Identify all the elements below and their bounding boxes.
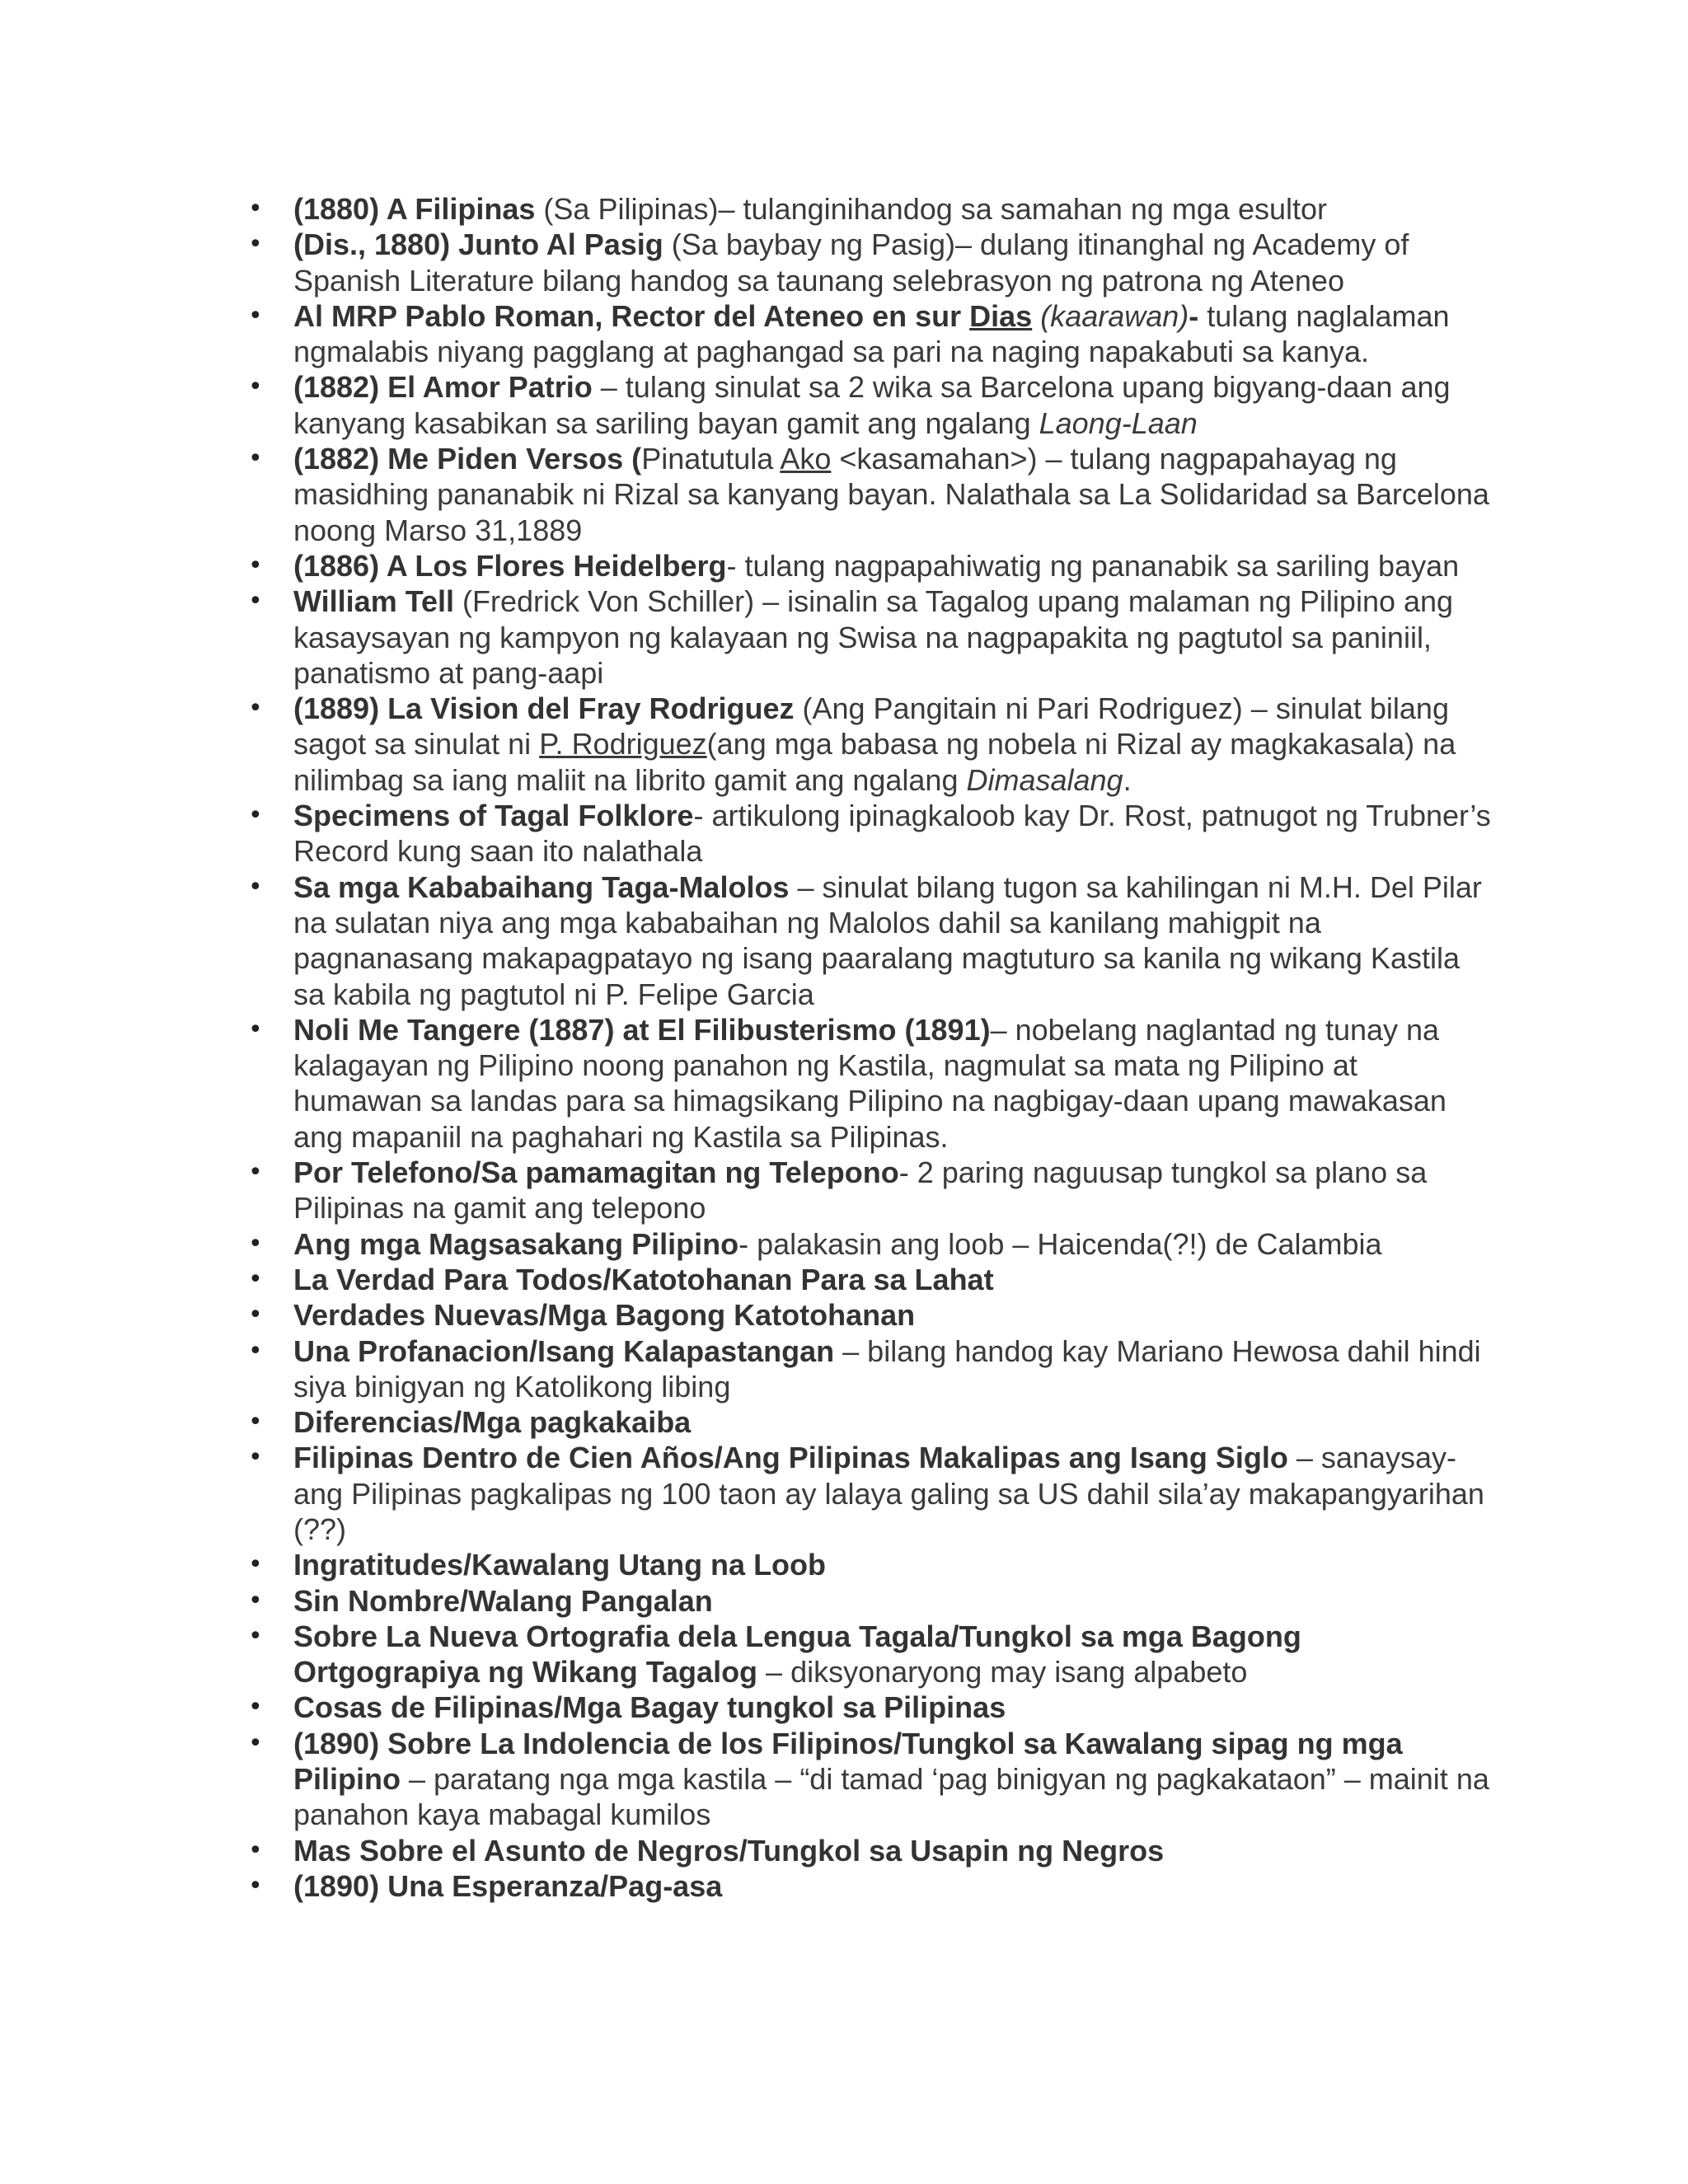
- list-item: • Ingratitudes/Kawalang Utang na Loob: [239, 1547, 1492, 1582]
- list-item: • Al MRP Pablo Roman, Rector del Ateneo en sur Dias (kaarawan)- tulang naglalaman ngmalabis niyang pagglang at paghangad sa pari na naging napakabuti sa kanya.: [239, 298, 1492, 370]
- list-item: • Sa mga Kababaihang Taga-Malolos – sinulat bilang tugon sa kahilingan ni M.H. Del Pilar na sulatan niya ang mga kababaihan ng Malolos dahil sa kanilang mahigpit na pagnanasang makapagpatayo ng isang paaralang magtuturo sa kanila ng wikang Kastila sa kabila ng pagtutol ni P. Felipe Garcia: [239, 869, 1492, 1012]
- list-item: • Ang mga Magsasakang Pilipino- palakasin ang loob – Haicenda(?!) de Calambia: [239, 1226, 1492, 1262]
- list-item: • La Verdad Para Todos/Katotohanan Para sa Lahat: [239, 1262, 1492, 1297]
- list-item: • (1890) Una Esperanza/Pag-asa: [239, 1868, 1492, 1904]
- list-item: • William Tell (Fredrick Von Schiller) – isinalin sa Tagalog upang malaman ng Pilipino ang kasaysayan ng kampyon ng kalayaan ng Swisa na nagpapakita ng pagtutol sa paniniil, panatismo at pang-aapi: [239, 583, 1492, 691]
- list-item: • Cosas de Filipinas/Mga Bagay tungkol sa Pilipinas: [239, 1690, 1492, 1725]
- works-list: [239, 191, 1492, 1904]
- list-item: • (1889) La Vision del Fray Rodriguez (Ang Pangitain ni Pari Rodriguez) – sinulat bilang sagot sa sinulat ni P. Rodriguez(ang mga babasa ng nobela ni Rizal ay magkakasala) na nilimbag sa iang maliit na librito gamit ang ngalang Dimasalang.: [239, 691, 1492, 798]
- list-item: • (1880) A Filipinas (Sa Pilipinas)– tulanginihandog sa samahan ng mga esultor: [239, 191, 1492, 227]
- list-item: • Diferencias/Mga pagkakaiba: [239, 1404, 1492, 1440]
- list-item: • Por Telefono/Sa pamamagitan ng Telepono- 2 paring naguusap tungkol sa plano sa Pilipinas na gamit ang telepono: [239, 1155, 1492, 1226]
- list-item: • Noli Me Tangere (1887) at El Filibusterismo (1891)– nobelang naglantad ng tunay na kalagayan ng Pilipino noong panahon ng Kastila, nagmulat sa mata ng Pilipino at humawan sa landas para sa himagsikang Pilipino na nagbigay-daan upang mawakasan ang mapaniil na paghahari ng Kastila sa Pilipinas.: [239, 1012, 1492, 1155]
- list-item: • Una Profanacion/Isang Kalapastangan – bilang handog kay Mariano Hewosa dahil hindi siya binigyan ng Katolikong libing: [239, 1333, 1492, 1405]
- list-item: • (1886) A Los Flores Heidelberg- tulang nagpapahiwatig ng pananabik sa sariling bayan: [239, 548, 1492, 583]
- list-item: • Sin Nombre/Walang Pangalan: [239, 1583, 1492, 1619]
- list-item: • Mas Sobre el Asunto de Negros/Tungkol sa Usapin ng Negros: [239, 1833, 1492, 1868]
- list-item: • (1882) El Amor Patrio – tulang sinulat sa 2 wika sa Barcelona upang bigyang-daan ang kanyang kasabikan sa sariling bayan gamit ang ngalang Laong-Laan: [239, 369, 1492, 441]
- list-item: • Verdades Nuevas/Mga Bagong Katotohanan: [239, 1297, 1492, 1333]
- list-item: • Specimens of Tagal Folklore- artikulong ipinagkaloob kay Dr. Rost, patnugot ng Trubner’s Record kung saan ito nalathala: [239, 798, 1492, 869]
- list-item: • Filipinas Dentro de Cien Años/Ang Pilipinas Makalipas ang Isang Siglo – sanaysay-ang Pilipinas pagkalipas ng 100 taon ay lalaya galing sa US dahil sila’ay makapangyarihan (??): [239, 1440, 1492, 1547]
- list-item: • Sobre La Nueva Ortografia dela Lengua Tagala/Tungkol sa mga Bagong Ortgograpiya ng Wikang Tagalog – diksyonaryong may isang alpabeto: [239, 1619, 1492, 1690]
- list-item: • (1882) Me Piden Versos (Pinatutula Ako <kasamahan>) – tulang nagpapahayag ng masidhing pananabik ni Rizal sa kanyang bayan. Nalathala sa La Solidaridad sa Barcelona noong Marso 31,1889: [239, 441, 1492, 548]
- list-item: • (Dis., 1880) Junto Al Pasig (Sa baybay ng Pasig)– dulang itinanghal ng Academy of Spanish Literature bilang handog sa taunang selebrasyon ng patrona ng Ateneo: [239, 227, 1492, 298]
- list-item: • (1890) Sobre La Indolencia de los Filipinos/Tungkol sa Kawalang sipag ng mga Pilipino – paratang nga mga kastila – “di tamad ‘pag binigyan ng pagkakataon” – mainit na panahon kaya mabagal kumilos: [239, 1726, 1492, 1833]
